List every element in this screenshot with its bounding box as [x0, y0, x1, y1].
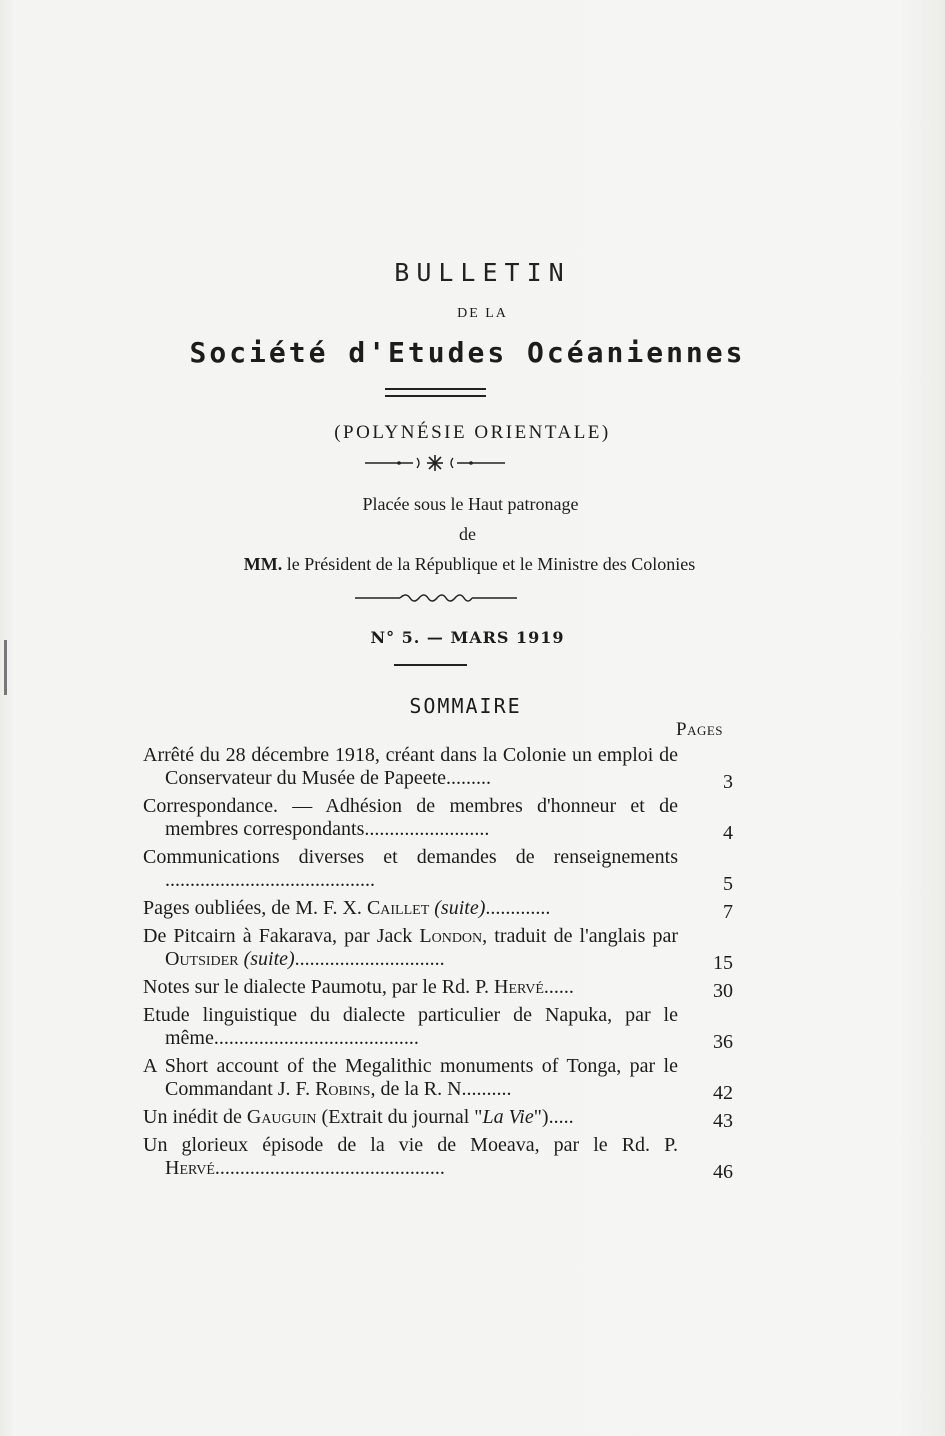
toc-entry-text: Arrêté du 28 décembre 1918, créant dans la Colonie un emploi de Conservateur du Musée de Papeete......... — [143, 744, 678, 789]
toc-entry-text — [143, 1134, 678, 1180]
suite-italic: (suite) — [434, 897, 486, 919]
toc-leader-dots: ............. — [485, 897, 551, 919]
toc-entry-page: 15 — [713, 952, 733, 974]
toc-entry-text — [143, 1055, 678, 1101]
toc-leader-dots: .............................................. — [214, 1157, 445, 1179]
author-name: Caillet — [366, 897, 430, 919]
toc-leader-dots: , de la R. N.......... — [370, 1078, 512, 1100]
patronage-line-2: de — [459, 524, 476, 544]
author-name: Hervé — [165, 1157, 215, 1179]
toc-entry-text — [143, 897, 678, 920]
double-rule-divider — [385, 388, 486, 397]
toc-entry-text — [143, 925, 678, 971]
toc-text-part: A Short account of the Megalithic monuments of Tonga, par le Commandant J. F. — [143, 1055, 678, 1100]
toc-entry — [143, 1106, 733, 1132]
society-name: Société d'Etudes Océaniennes — [189, 336, 746, 369]
bulletin-title: BULLETIN — [394, 258, 571, 287]
region-subtitle: (POLYNÉSIE ORIENTALE) — [334, 422, 611, 443]
toc-entry-page: 7 — [723, 901, 733, 923]
toc-entry-page: 46 — [713, 1161, 733, 1183]
scroll-ornament-divider — [355, 590, 517, 606]
toc-leader-dots: ")..... — [533, 1106, 574, 1128]
toc-text-part: De Pitcairn à Fakarava, par Jack — [143, 925, 420, 947]
sommaire-heading: SOMMAIRE — [409, 694, 522, 718]
toc-entry-page: 36 — [713, 1031, 733, 1053]
single-rule-divider — [394, 664, 467, 666]
patronage-line-3-text: le Président de la République et le Ministre des Colonies — [286, 554, 696, 574]
toc-entry — [143, 1134, 733, 1183]
star-ornament-divider — [365, 453, 505, 473]
toc-entry — [143, 795, 733, 844]
toc-text-part: (Extrait du journal " — [316, 1106, 483, 1128]
toc-entry-page: 30 — [713, 980, 733, 1002]
toc-entry — [143, 925, 733, 974]
toc-entry-text: Etude linguistique du dialecte particulier de Napuka, par le même......................................... — [143, 1004, 678, 1049]
scan-edge-mark — [4, 640, 7, 695]
toc-leader-dots: .............................. — [294, 948, 445, 970]
toc-entry — [143, 846, 733, 895]
toc-text-part: Pages oubliées, de M. F. X. — [143, 897, 367, 919]
toc-entry-page: 42 — [713, 1082, 733, 1104]
journal-title-italic: La Vie — [482, 1106, 534, 1128]
toc-text-part: , traduit de l'anglais par — [482, 925, 678, 947]
de-la-text: DE LA — [457, 306, 508, 321]
toc-entry-text: Communications diverses et demandes de renseignements .......................................... — [143, 846, 678, 891]
toc-entry-text — [143, 976, 678, 999]
issue-number: N° 5. — MARS 1919 — [370, 628, 565, 647]
patronage-line-1: Placée sous le Haut patronage — [362, 494, 579, 514]
toc-entry — [143, 976, 733, 1002]
toc-entry-page: 43 — [713, 1110, 733, 1132]
toc-text-part: Un glorieux épisode de la vie de Moeava, par le Rd. P. — [143, 1134, 678, 1156]
translator-name: Outsider — [165, 948, 239, 970]
toc-text-part: Notes sur le dialecte Paumotu, par le Rd. P. — [143, 976, 495, 998]
toc-entry-page: 5 — [723, 873, 733, 895]
toc-entry-page: 4 — [723, 822, 733, 844]
table-of-contents — [143, 744, 733, 1185]
toc-entry-page: 3 — [723, 771, 733, 793]
patronage-line-3 — [0, 554, 942, 575]
toc-entry-text — [143, 1106, 678, 1129]
author-name: Robins — [315, 1078, 371, 1100]
author-name: Hervé — [494, 976, 544, 998]
toc-entry-text: Correspondance. — Adhésion de membres d'honneur et de membres correspondants......................... — [143, 795, 678, 840]
suite-italic: (suite) — [243, 948, 295, 970]
pages-column-label: Pages — [676, 719, 724, 740]
toc-entry — [143, 897, 733, 923]
toc-entry — [143, 1004, 733, 1053]
author-name: London — [419, 925, 483, 947]
author-name: Gauguin — [246, 1106, 317, 1128]
patronage-mm: MM. — [243, 554, 283, 574]
toc-leader-dots: ...... — [543, 976, 574, 998]
toc-entry — [143, 744, 733, 793]
toc-text-part: Un inédit de — [143, 1106, 247, 1128]
toc-entry — [143, 1055, 733, 1104]
